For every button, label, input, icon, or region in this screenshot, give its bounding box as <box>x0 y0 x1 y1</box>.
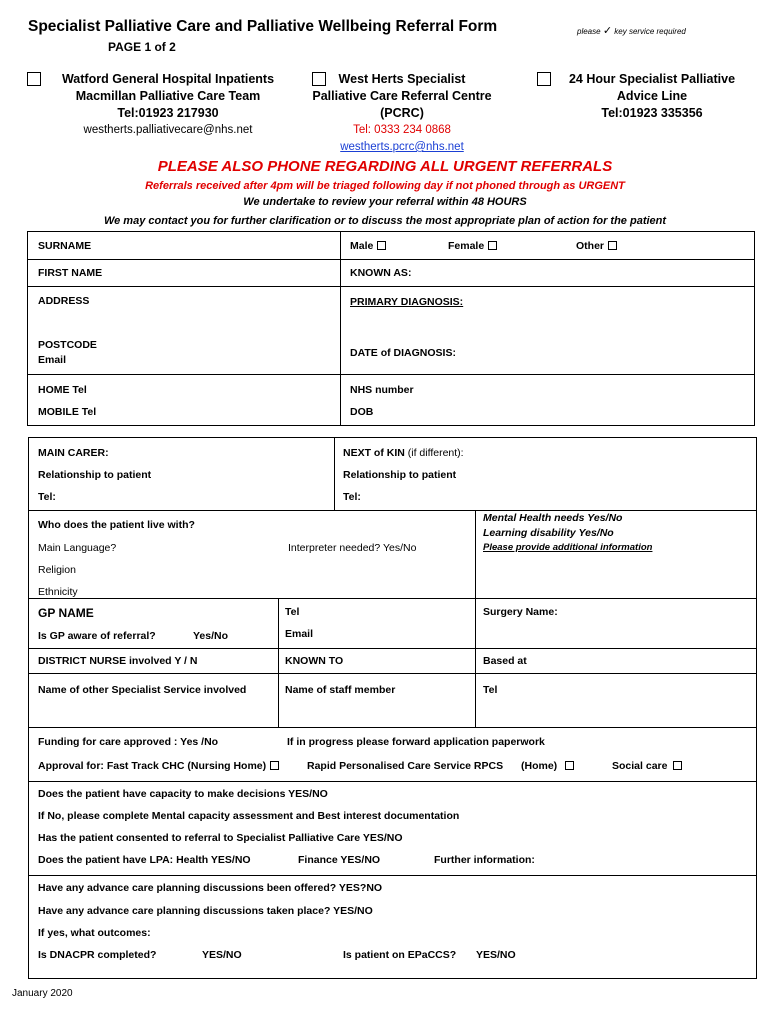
service-watford-line2: Macmillan Palliative Care Team <box>75 89 261 103</box>
interpreter-label: Interpreter needed? Yes/No <box>288 542 417 554</box>
address-label: ADDRESS <box>38 295 90 307</box>
page-number: PAGE 1 of 2 <box>108 40 176 54</box>
review-notice: We undertake to review your referral within 48 HOURS <box>243 196 527 208</box>
divider <box>475 598 476 727</box>
service-pcrc-line2: Palliative Care Referral Centre <box>312 89 492 103</box>
known-to-label: KNOWN TO <box>285 655 344 667</box>
funding-in-progress-label: If in progress please forward application paperwork <box>287 736 545 748</box>
divider <box>28 727 757 728</box>
additional-info-label: Please provide additional information <box>483 542 653 553</box>
based-at-label: Based at <box>483 655 527 667</box>
divider <box>27 374 755 375</box>
divider <box>28 648 757 649</box>
funding-approved-label: Funding for care approved : Yes /No <box>38 736 219 748</box>
fast-track-option[interactable] <box>38 760 279 772</box>
gp-aware-yes-no: Yes/No <box>193 630 229 642</box>
fast-track-label: Approval for: Fast Track CHC (Nursing Home) <box>38 760 267 772</box>
dnacpr-yes-no: YES/NO <box>202 949 242 961</box>
tick-icon: ✓ <box>602 25 613 37</box>
urgent-notice: PLEASE ALSO PHONE REGARDING ALL URGENT REFERRALS <box>157 158 613 175</box>
female-option[interactable] <box>448 240 497 252</box>
divider <box>278 598 279 727</box>
divider <box>28 875 757 876</box>
divider <box>27 259 755 260</box>
next-of-kin-note: (if different): <box>407 447 464 459</box>
male-label: Male <box>350 240 374 252</box>
mental-health-label: Mental Health needs Yes/No <box>483 512 623 524</box>
service-advice-line3: Tel:01923 335356 <box>601 106 703 120</box>
rpcs-home-label: (Home) <box>521 760 558 772</box>
dnacpr-question: Is DNACPR completed? <box>38 949 157 961</box>
main-language-label: Main Language? <box>38 542 117 554</box>
other-label: Other <box>576 240 605 252</box>
triage-notice: Referrals received after 4pm will be triaged following day if not phoned through as URGENT <box>145 180 625 192</box>
service-watford-email: westherts.palliativecare@nhs.net <box>83 124 253 136</box>
dob-label: DOB <box>350 406 374 418</box>
kin-tel-label: Tel: <box>343 491 361 503</box>
rpcs-home-checkbox[interactable] <box>565 761 574 770</box>
postcode-label: POSTCODE <box>38 339 97 351</box>
footer-date: January 2020 <box>12 988 73 999</box>
known-as-label: KNOWN AS: <box>350 267 412 279</box>
learning-disability-label: Learning disability Yes/No <box>483 527 614 539</box>
divider <box>28 510 757 511</box>
carer-relationship-label: Relationship to patient <box>38 469 152 481</box>
service-pcrc-email-link[interactable]: westherts.pcrc@nhs.net <box>340 141 464 153</box>
next-of-kin-label <box>343 447 464 459</box>
mobile-tel-label: MOBILE Tel <box>38 406 97 418</box>
consent-question: Has the patient consented to referral to Specialist Palliative Care YES/NO <box>38 832 403 844</box>
service-note-prefix: please <box>577 27 601 36</box>
male-checkbox[interactable] <box>377 241 386 250</box>
capacity-question: Does the patient have capacity to make decisions YES/NO <box>38 788 328 800</box>
carer-tel-label: Tel: <box>38 491 56 503</box>
mental-capacity-instruction: If No, please complete Mental capacity assessment and Best interest documentation <box>38 810 460 822</box>
acp-outcomes-label: If yes, what outcomes: <box>38 927 151 939</box>
advice-line-checkbox[interactable] <box>537 72 551 86</box>
acp-taken-place-question: Have any advance care planning discussions taken place? YES/NO <box>38 905 373 917</box>
lpa-finance-question: Finance YES/NO <box>298 854 381 866</box>
gp-tel-label: Tel <box>285 606 300 618</box>
service-watford <box>48 71 288 139</box>
social-care-checkbox[interactable] <box>673 761 682 770</box>
form-title: Specialist Palliative Care and Palliative Wellbeing Referral Form <box>28 18 498 35</box>
first-name-label: FIRST NAME <box>38 267 103 279</box>
divider <box>334 437 335 510</box>
contact-notice: We may contact you for further clarification or to discuss the most appropriate plan of action for the patient <box>103 215 667 227</box>
service-advice-line <box>552 71 752 122</box>
primary-diagnosis-label: PRIMARY DIAGNOSIS: <box>350 296 464 308</box>
service-note-suffix: key service required <box>614 27 686 36</box>
epaccs-question: Is patient on EPaCCS? <box>343 949 457 961</box>
female-label: Female <box>448 240 485 252</box>
divider <box>340 231 341 426</box>
other-checkbox[interactable] <box>608 241 617 250</box>
service-watford-line3: Tel:01923 217930 <box>117 106 219 120</box>
lives-with-label: Who does the patient live with? <box>38 519 195 531</box>
epaccs-yes-no: YES/NO <box>476 949 516 961</box>
service-pcrc-line3: (PCRC) <box>380 106 424 120</box>
fast-track-checkbox[interactable] <box>270 761 279 770</box>
other-specialist-label: Name of other Specialist Service involved <box>38 684 247 696</box>
date-of-diagnosis-label: DATE of DIAGNOSIS: <box>350 347 456 359</box>
social-care-option[interactable] <box>612 760 682 772</box>
divider <box>27 286 755 287</box>
female-checkbox[interactable] <box>488 241 497 250</box>
rpcs-home-option[interactable] <box>521 760 574 772</box>
specialist-tel-label: Tel <box>483 684 498 696</box>
acp-offered-question: Have any advance care planning discussions been offered? YES?NO <box>38 882 383 894</box>
ethnicity-label: Ethnicity <box>38 586 78 598</box>
staff-member-label: Name of staff member <box>285 684 396 696</box>
gp-email-label: Email <box>285 628 314 640</box>
service-note <box>577 24 686 37</box>
divider <box>28 598 757 599</box>
gp-aware-label: Is GP aware of referral? <box>38 630 156 642</box>
home-tel-label: HOME Tel <box>38 384 87 396</box>
service-watford-line1: Watford General Hospital Inpatients <box>61 72 275 86</box>
service-pcrc-tel: Tel: 0333 234 0868 <box>353 124 451 136</box>
main-carer-label: MAIN CARER: <box>38 447 109 459</box>
next-of-kin-text: NEXT of KIN <box>343 447 405 459</box>
social-care-label: Social care <box>612 760 668 772</box>
district-nurse-label: DISTRICT NURSE involved Y / N <box>38 655 198 667</box>
surname-label: SURNAME <box>38 240 92 252</box>
patient-details-table <box>27 231 755 426</box>
other-option[interactable] <box>576 240 617 252</box>
surgery-name-label: Surgery Name: <box>483 606 558 618</box>
gp-name-label: GP NAME <box>38 606 94 620</box>
divider <box>28 781 757 782</box>
nhs-number-label: NHS number <box>350 384 414 396</box>
further-information-label: Further information: <box>434 854 535 866</box>
kin-relationship-label: Relationship to patient <box>343 469 457 481</box>
rpcs-label: Rapid Personalised Care Service RPCS <box>307 760 504 772</box>
religion-label: Religion <box>38 564 76 576</box>
service-advice-line1: 24 Hour Specialist Palliative <box>568 72 736 86</box>
email-label: Email <box>38 354 67 366</box>
service-pcrc <box>296 71 508 156</box>
lpa-health-question: Does the patient have LPA: Health YES/NO <box>38 854 251 866</box>
service-advice-line2: Advice Line <box>616 89 688 103</box>
male-option[interactable] <box>350 240 386 252</box>
divider <box>28 673 757 674</box>
watford-checkbox[interactable] <box>27 72 41 86</box>
service-pcrc-line1: West Herts Specialist <box>338 72 466 86</box>
divider <box>475 510 476 598</box>
